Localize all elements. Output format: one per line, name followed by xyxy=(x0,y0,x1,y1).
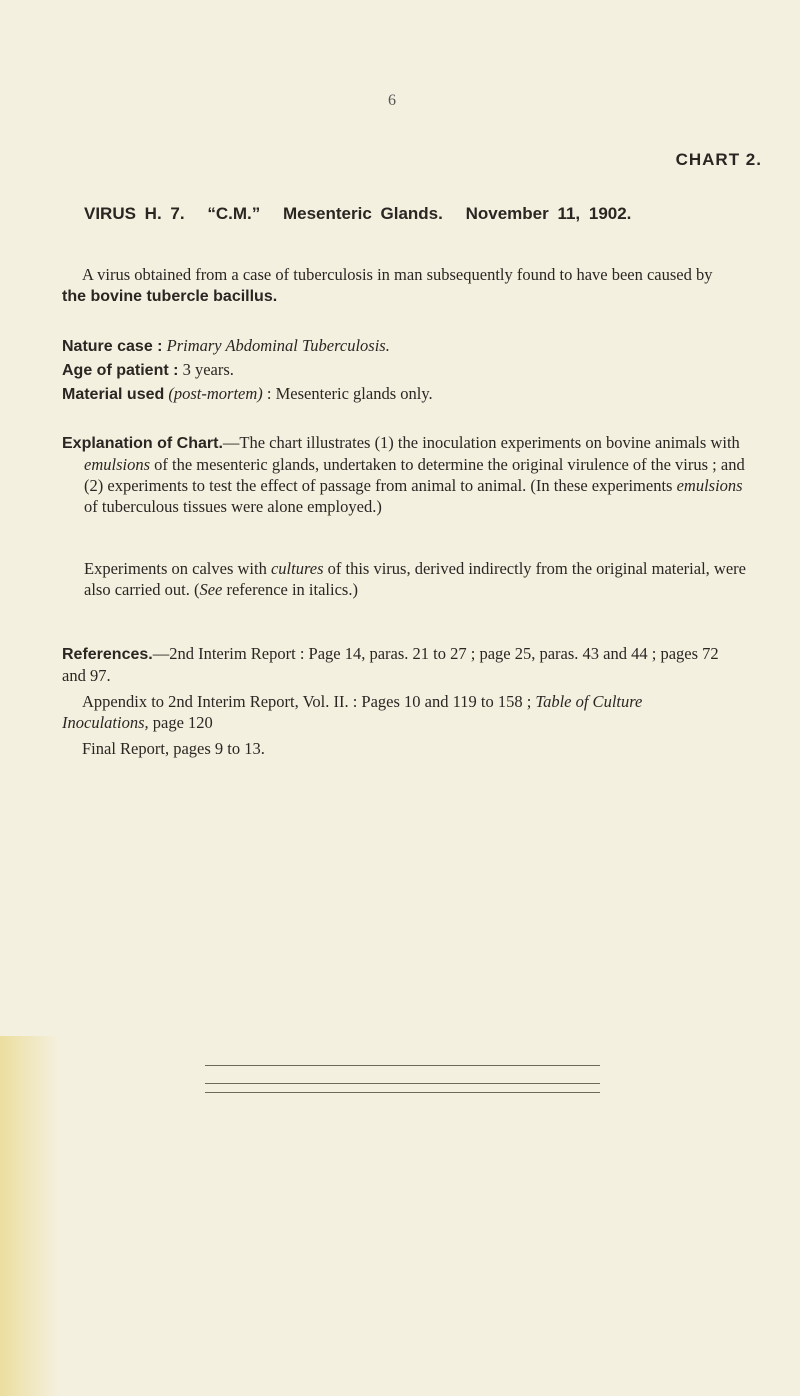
case-id: “C.M.” xyxy=(207,204,261,223)
page-number: 6 xyxy=(388,92,396,109)
virus-id: VIRUS H. 7. xyxy=(84,204,185,223)
cultures-italic: cultures xyxy=(270,559,324,578)
references-label: References. xyxy=(62,646,153,663)
explanation-label: Explanation of Chart. xyxy=(62,435,223,452)
nature-label: Nature case : xyxy=(62,338,163,355)
explanation-paragraph xyxy=(62,432,754,517)
age-label: Age of patient : xyxy=(62,362,179,379)
age-value: 3 years. xyxy=(182,360,234,379)
appendix-text: Appendix to 2nd Interim Report, Vol. II. : Pages 10 and 119 to 158 ; xyxy=(82,692,532,711)
intro-paragraph xyxy=(62,264,732,307)
nature-line xyxy=(62,335,732,357)
divider-rule xyxy=(205,1065,600,1066)
tissue-source: Mesenteric Glands. xyxy=(282,204,443,223)
appendix-italic: Table of Culture Inoculations, xyxy=(62,692,643,732)
material-label: Material used xyxy=(62,386,165,403)
cultures-start: Experiments on calves with xyxy=(84,559,267,578)
references-paragraph xyxy=(62,643,732,686)
explanation-part1: —The chart illustrates (1) the inoculation experiments on bovine animals with xyxy=(222,433,740,452)
explanation-part3: of tuberculous tissues were alone employed.) xyxy=(84,497,382,516)
date: November 11, 1902. xyxy=(465,204,632,223)
material-line xyxy=(62,383,732,405)
cultures-end: reference in italics.) xyxy=(226,580,358,599)
virus-heading xyxy=(84,204,645,224)
cultures-paragraph xyxy=(62,558,754,600)
divider-rule xyxy=(205,1083,600,1084)
appendix-paragraph xyxy=(62,691,732,733)
page-edge-stain xyxy=(0,1036,60,1396)
explanation-part2: of the mesenteric glands, undertaken to determine the original virulence of the virus ; and (2) experiments to test the effect of passage from animal to animal. (In these experiments xyxy=(84,455,745,495)
divider-rule xyxy=(205,1092,600,1093)
see-italic: See xyxy=(199,580,223,599)
references-line1: —2nd Interim Report : Page 14, paras. 21 to 27 ; page 25, paras. 43 and 44 ; pages 72 and 97. xyxy=(62,644,719,685)
chart-label: CHART 2. xyxy=(675,150,762,169)
explanation-italic2: emulsions xyxy=(676,476,743,495)
final-report-text: Final Report, pages 9 to 13. xyxy=(82,739,265,758)
age-line xyxy=(62,359,732,381)
final-report-line xyxy=(62,738,752,759)
intro-bold: the bovine tubercle bacillus. xyxy=(62,288,278,305)
nature-value: Primary Abdominal Tuberculosis. xyxy=(166,336,390,355)
material-qualifier: (post-mortem) xyxy=(168,384,263,403)
appendix-end: page 120 xyxy=(152,713,213,732)
intro-text: A virus obtained from a case of tuberculosis in man subsequently found to have been caused by xyxy=(82,265,713,284)
explanation-italic1: emulsions xyxy=(84,455,150,474)
cultures-mid: of this virus, derived indirectly from the original material, were also carried out. ( xyxy=(84,559,746,599)
material-value: : Mesenteric glands only. xyxy=(266,384,433,403)
